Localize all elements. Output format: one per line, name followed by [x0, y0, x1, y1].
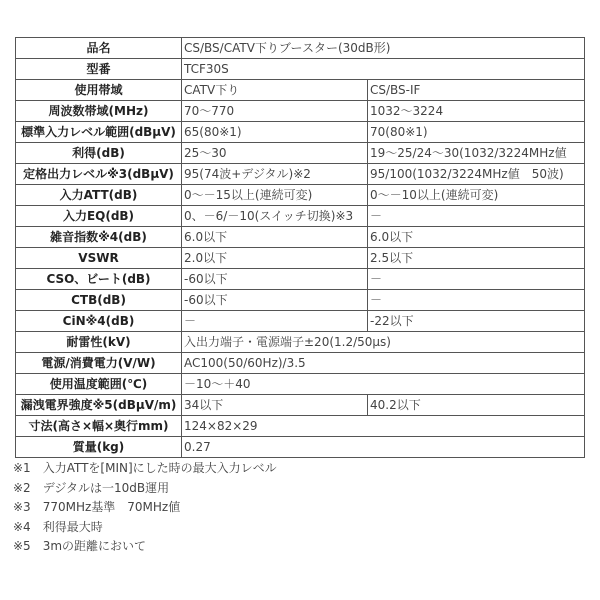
table-row	[16, 143, 585, 164]
row-value-catv: -60以下	[182, 269, 368, 290]
row-value-catv: -60以下	[182, 290, 368, 311]
row-label: CiN※4(dB)	[16, 311, 182, 332]
row-label: CTB(dB)	[16, 290, 182, 311]
row-value-csbs: 70(80※1)	[368, 122, 585, 143]
row-value: －10～＋40	[182, 374, 585, 395]
row-label: 使用帯域	[16, 80, 182, 101]
row-value-csbs: 6.0以下	[368, 227, 585, 248]
row-value-csbs: 0～－10以上(連続可変)	[368, 185, 585, 206]
table-row	[16, 101, 585, 122]
spec-table	[15, 37, 585, 458]
row-value-catv: 34以下	[182, 395, 368, 416]
row-value-catv: 0～－15以上(連続可変)	[182, 185, 368, 206]
row-label: 標準入力レベル範囲(dBμV)	[16, 122, 182, 143]
row-value-catv: 70～770	[182, 101, 368, 122]
footnote: ※2 デジタルは一10dB運用	[13, 480, 170, 495]
row-value-catv: 25～30	[182, 143, 368, 164]
row-value-catv: 2.0以下	[182, 248, 368, 269]
table-row	[16, 269, 585, 290]
row-label: 周波数帯域(MHz)	[16, 101, 182, 122]
row-value-catv: －	[182, 311, 368, 332]
row-value-csbs: 1032～3224	[368, 101, 585, 122]
row-value-catv: 95(74波+デジタル)※2	[182, 164, 368, 185]
row-value-csbs: －	[368, 206, 585, 227]
table-row	[16, 164, 585, 185]
spec-table-body	[16, 38, 585, 458]
row-value: 入出力端子・電源端子±20(1.2/50μs)	[182, 332, 585, 353]
row-value-csbs: -22以下	[368, 311, 585, 332]
row-value-csbs: CS/BS-IF	[368, 80, 585, 101]
table-row	[16, 395, 585, 416]
row-label: 耐雷性(kV)	[16, 332, 182, 353]
row-value-catv: CATV下り	[182, 80, 368, 101]
table-row	[16, 248, 585, 269]
row-value: 0.27	[182, 437, 585, 458]
footnote: ※3 770MHz基準 70MHz値	[13, 500, 181, 515]
table-row	[16, 38, 585, 59]
row-label: VSWR	[16, 248, 182, 269]
row-value-csbs: 19～25/24～30(1032/3224MHz値	[368, 143, 585, 164]
table-row	[16, 353, 585, 374]
table-row	[16, 290, 585, 311]
row-label: 品名	[16, 38, 182, 59]
footnote: ※1 入力ATTを[MIN]にした時の最大入力レベル	[13, 461, 277, 475]
table-row	[16, 59, 585, 80]
row-value-csbs: 95/100(1032/3224MHz値 50波)	[368, 164, 585, 185]
table-row	[16, 311, 585, 332]
table-row	[16, 227, 585, 248]
row-label: 使用温度範囲(℃)	[16, 374, 182, 395]
row-label: 定格出力レベル※3(dBμV)	[16, 164, 182, 185]
row-value: CS/BS/CATV下りブースター(30dB形)	[182, 38, 585, 59]
row-value-catv: 65(80※1)	[182, 122, 368, 143]
row-value-csbs: －	[368, 290, 585, 311]
row-value-csbs: －	[368, 269, 585, 290]
row-value-catv: 6.0以下	[182, 227, 368, 248]
row-label: 利得(dB)	[16, 143, 182, 164]
table-row	[16, 416, 585, 437]
row-label: 寸法(高さ×幅×奥行mm)	[16, 416, 182, 437]
row-label: 漏洩電界強度※5(dBμV/m)	[16, 395, 182, 416]
table-row	[16, 437, 585, 458]
row-label: 雑音指数※4(dB)	[16, 227, 182, 248]
row-label: CSO、ビート(dB)	[16, 269, 182, 290]
table-row	[16, 374, 585, 395]
table-row	[16, 206, 585, 227]
row-label: 入力EQ(dB)	[16, 206, 182, 227]
row-value: 124×82×29	[182, 416, 585, 437]
row-label: 質量(kg)	[16, 437, 182, 458]
row-value-csbs: 40.2以下	[368, 395, 585, 416]
row-label: 型番	[16, 59, 182, 80]
table-row	[16, 80, 585, 101]
table-row	[16, 185, 585, 206]
row-value-csbs: 2.5以下	[368, 248, 585, 269]
row-value: TCF30S	[182, 59, 585, 80]
row-label: 電源/消費電力(V/W)	[16, 353, 182, 374]
footnotes	[13, 459, 277, 557]
table-row	[16, 332, 585, 353]
row-label: 入力ATT(dB)	[16, 185, 182, 206]
footnote: ※4 利得最大時	[13, 519, 103, 534]
row-value: AC100(50/60Hz)/3.5	[182, 353, 585, 374]
table-row	[16, 122, 585, 143]
row-value-catv: 0、－6/－10(スイッチ切換)※3	[182, 206, 368, 227]
footnote: ※5 3mの距離において	[13, 539, 147, 554]
